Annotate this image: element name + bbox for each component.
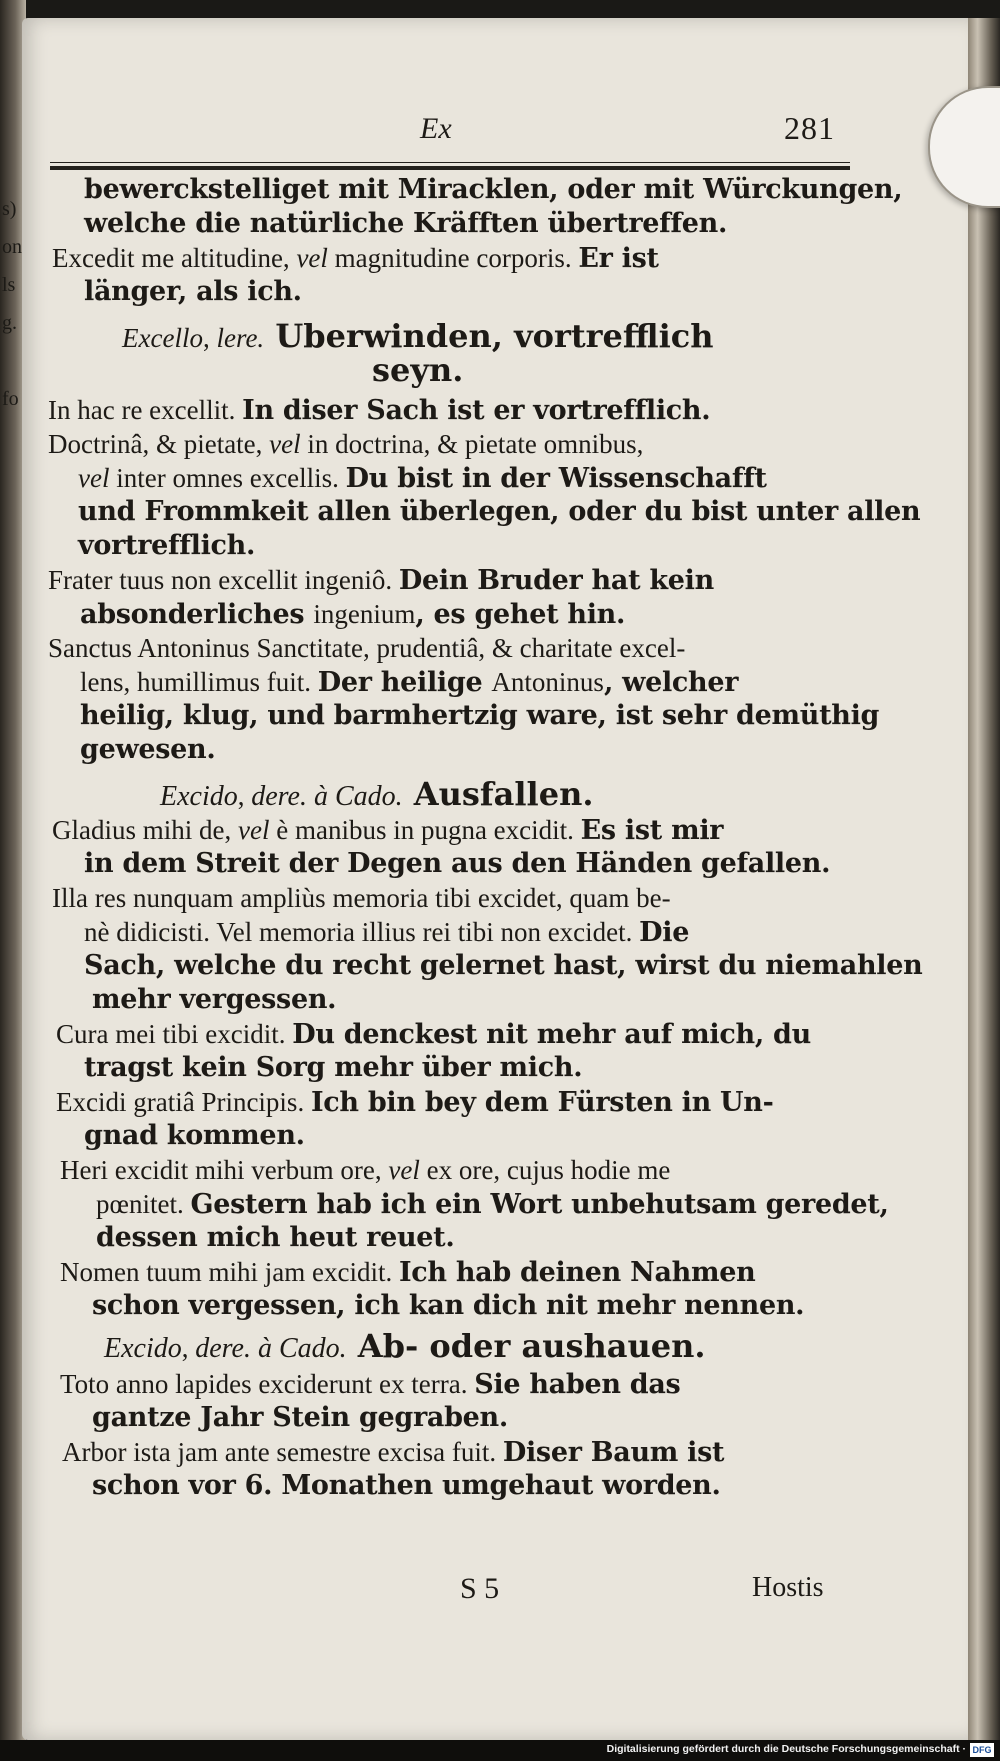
header-rule xyxy=(50,166,850,170)
latin-text-segment: Excidi gratiâ Principis. xyxy=(56,1087,311,1117)
headword-segment: Ab- oder aushauen. xyxy=(346,1327,706,1365)
text-line xyxy=(84,914,689,951)
text-line xyxy=(78,460,767,497)
german-text-segment: gnad kommen. xyxy=(84,1120,305,1151)
text-line xyxy=(92,1400,508,1436)
latin-text-segment: ingenium xyxy=(313,599,416,629)
text-line xyxy=(84,172,902,208)
text-line xyxy=(60,1366,680,1403)
latin-text-segment: Illa res nunquam ampliùs memoria tibi excidet, quam be- xyxy=(52,883,671,913)
gutter-fragment: fo xyxy=(2,388,19,410)
german-text-segment: Dein Bruder hat kein xyxy=(398,565,714,596)
german-text-segment: vortrefflich. xyxy=(78,530,256,561)
text-line xyxy=(80,732,216,768)
text-line xyxy=(78,494,920,530)
latin-text-segment: Excedit me altitudine, xyxy=(52,243,297,273)
text-line xyxy=(48,562,714,599)
german-text-segment: Sach, welche du recht gelernet hast, wirst du niemahlen xyxy=(84,950,923,981)
latin-text-segment: nè didicisti. Vel memoria illius rei tibi non excidet. xyxy=(84,917,640,947)
catchword: Hostis xyxy=(752,1572,824,1603)
text-line xyxy=(48,630,685,667)
text-line xyxy=(60,1152,670,1189)
german-text-segment: schon vergessen, ich kan dich nit mehr nennen. xyxy=(92,1290,805,1321)
latin-text-segment: Nomen tuum mihi jam excidit. xyxy=(60,1257,399,1287)
german-text-segment: mehr vergessen. xyxy=(92,984,337,1015)
latin-text-segment: in doctrina, & pietate omnibus, xyxy=(300,429,644,459)
signature-mark: S 5 xyxy=(460,1572,500,1605)
header-rule-thin xyxy=(50,162,850,163)
latin-text-segment: Toto anno lapides exciderunt ex terra. xyxy=(60,1369,475,1399)
latin-text-segment: lens, humillimus fuit. xyxy=(80,667,318,697)
headword-segment: Uberwinden, vortrefflich xyxy=(264,317,714,355)
text-line xyxy=(92,1288,804,1324)
latin-text-segment: lere. xyxy=(216,323,265,353)
text-line xyxy=(92,1468,721,1504)
german-text-segment: gantze Jahr Stein gegraben. xyxy=(92,1402,508,1433)
gutter-fragment: g. xyxy=(2,312,17,334)
german-text-segment: bewerckstelliget mit Miracklen, oder mit Würckungen, xyxy=(84,174,903,205)
german-text-segment: dessen mich heut reuet. xyxy=(96,1222,455,1253)
german-text-segment: Gestern hab ich ein Wort unbehutsam geredet, xyxy=(190,1189,889,1220)
german-text-segment: gewesen. xyxy=(80,734,216,765)
previous-page-fragments xyxy=(2,190,24,418)
german-text-segment: in dem Streit der Degen aus den Händen gefallen. xyxy=(84,848,831,879)
text-line xyxy=(96,1220,454,1256)
german-text-segment: Ich hab deinen Nahmen xyxy=(398,1257,756,1288)
latin-text-segment: è manibus in pugna excidit. xyxy=(269,815,581,845)
dfg-logo-badge: DFG xyxy=(970,1743,994,1757)
german-text-segment: Er ist xyxy=(578,243,659,274)
german-text-segment: Sie haben das xyxy=(474,1369,681,1400)
text-line xyxy=(80,596,625,633)
latin-text-segment: , xyxy=(237,781,252,811)
headword-segment: dere. à Cado. xyxy=(195,1333,347,1364)
text-line xyxy=(160,776,593,815)
german-text-segment: , welcher xyxy=(603,667,739,698)
text-line xyxy=(372,352,463,391)
text-line xyxy=(96,1186,889,1223)
text-line xyxy=(104,1328,706,1367)
german-text-segment: schon vor 6. Monathen umgehaut worden. xyxy=(92,1470,721,1501)
text-line xyxy=(48,392,710,429)
latin-text-segment: vel xyxy=(237,815,270,845)
page-edge-stack xyxy=(968,18,1000,1740)
text-line xyxy=(52,812,723,849)
headword-segment: seyn. xyxy=(372,351,464,389)
latin-text-segment: Frater tuus non excellit ingeniô. xyxy=(48,565,399,595)
latin-text-segment: Cura mei tibi excidit. xyxy=(56,1019,293,1049)
latin-text-segment: Gladius mihi de, xyxy=(52,815,238,845)
latin-text-segment: Antoninus xyxy=(491,667,604,697)
page-number: 281 xyxy=(784,110,835,146)
text-line xyxy=(84,274,302,310)
text-line xyxy=(78,528,255,564)
german-text-segment: länger, als ich. xyxy=(84,276,302,307)
funding-credit: Digitalisierung gefördert durch die Deutsche Forschungsgemeinschaft · xyxy=(606,1743,966,1755)
latin-text-segment: Doctrinâ, & pietate, xyxy=(48,429,270,459)
headword-segment: dere. à Cado. xyxy=(251,781,403,812)
latin-text-segment: Arbor ista jam ante semestre excisa fuit. xyxy=(62,1437,503,1467)
text-line xyxy=(56,1084,774,1121)
german-text-segment: und Frommkeit allen überlegen, oder du bist unter allen xyxy=(78,496,921,527)
gutter-fragment: ls xyxy=(2,274,16,296)
text-line xyxy=(84,948,922,984)
latin-text-segment: inter omnes excellis. xyxy=(109,463,346,493)
latin-text-segment: magnitudine corporis. xyxy=(327,243,579,273)
headword-segment: Ausfallen. xyxy=(402,775,594,813)
german-text-segment: Du bist in der Wissenschafft xyxy=(345,463,767,494)
gutter-fragment: on xyxy=(2,236,22,258)
german-text-segment: tragst kein Sorg mehr über mich. xyxy=(84,1052,583,1083)
headword-segment: Excido xyxy=(104,1333,182,1364)
text-line xyxy=(84,1050,582,1086)
latin-text-segment: Excello xyxy=(122,323,203,353)
running-head: Ex xyxy=(420,112,452,145)
text-line xyxy=(48,426,643,463)
text-line xyxy=(62,1434,724,1471)
gutter-fragment: s) xyxy=(2,198,17,220)
latin-text-segment: vel xyxy=(78,463,110,493)
text-line xyxy=(80,664,738,701)
latin-text-segment: ex ore, cujus hodie me xyxy=(419,1155,671,1185)
text-line xyxy=(80,698,879,734)
latin-text-segment: In hac re excellit. xyxy=(48,395,243,425)
text-line xyxy=(52,240,659,277)
latin-text-segment: Heri excidit mihi verbum ore, xyxy=(60,1155,389,1185)
german-text-segment: Diser Baum ist xyxy=(502,1437,725,1468)
latin-text-segment: pœnitet. xyxy=(96,1189,191,1219)
latin-text-segment: vel xyxy=(388,1155,420,1185)
latin-text-segment: vel xyxy=(296,243,328,273)
german-text-segment: Es ist mir xyxy=(580,815,724,846)
gutter-fragment xyxy=(2,342,24,380)
text-line xyxy=(84,1118,305,1154)
latin-text-segment: vel xyxy=(269,429,301,459)
text-line xyxy=(56,1016,811,1053)
german-text-segment: Du denckest nit mehr auf mich, du xyxy=(292,1019,811,1050)
text-line xyxy=(60,1254,756,1291)
latin-text-segment: , xyxy=(181,1333,196,1363)
german-text-segment: Die xyxy=(639,917,690,948)
german-text-segment: Ich bin bey dem Fürsten in Un- xyxy=(310,1087,774,1118)
latin-text-segment: Sanctus Antoninus Sanctitate, prudentiâ, & charitate excel- xyxy=(48,633,686,663)
text-line xyxy=(84,206,727,242)
text-line xyxy=(52,880,671,917)
german-text-segment: In diser Sach ist er vortrefflich. xyxy=(242,395,711,426)
german-text-segment: , es gehet hin. xyxy=(415,599,626,630)
german-text-segment: Der heilige xyxy=(317,667,492,698)
latin-text-segment: , xyxy=(202,323,217,353)
german-text-segment: heilig, klug, und barmhertzig ware, ist sehr demüthig xyxy=(80,700,880,731)
text-line xyxy=(84,846,830,882)
headword-segment: Excido xyxy=(160,781,238,812)
text-line xyxy=(92,982,336,1018)
german-text-segment: absonderliches xyxy=(80,599,314,630)
german-text-segment: welche die natürliche Kräfften übertreffen. xyxy=(84,208,728,239)
